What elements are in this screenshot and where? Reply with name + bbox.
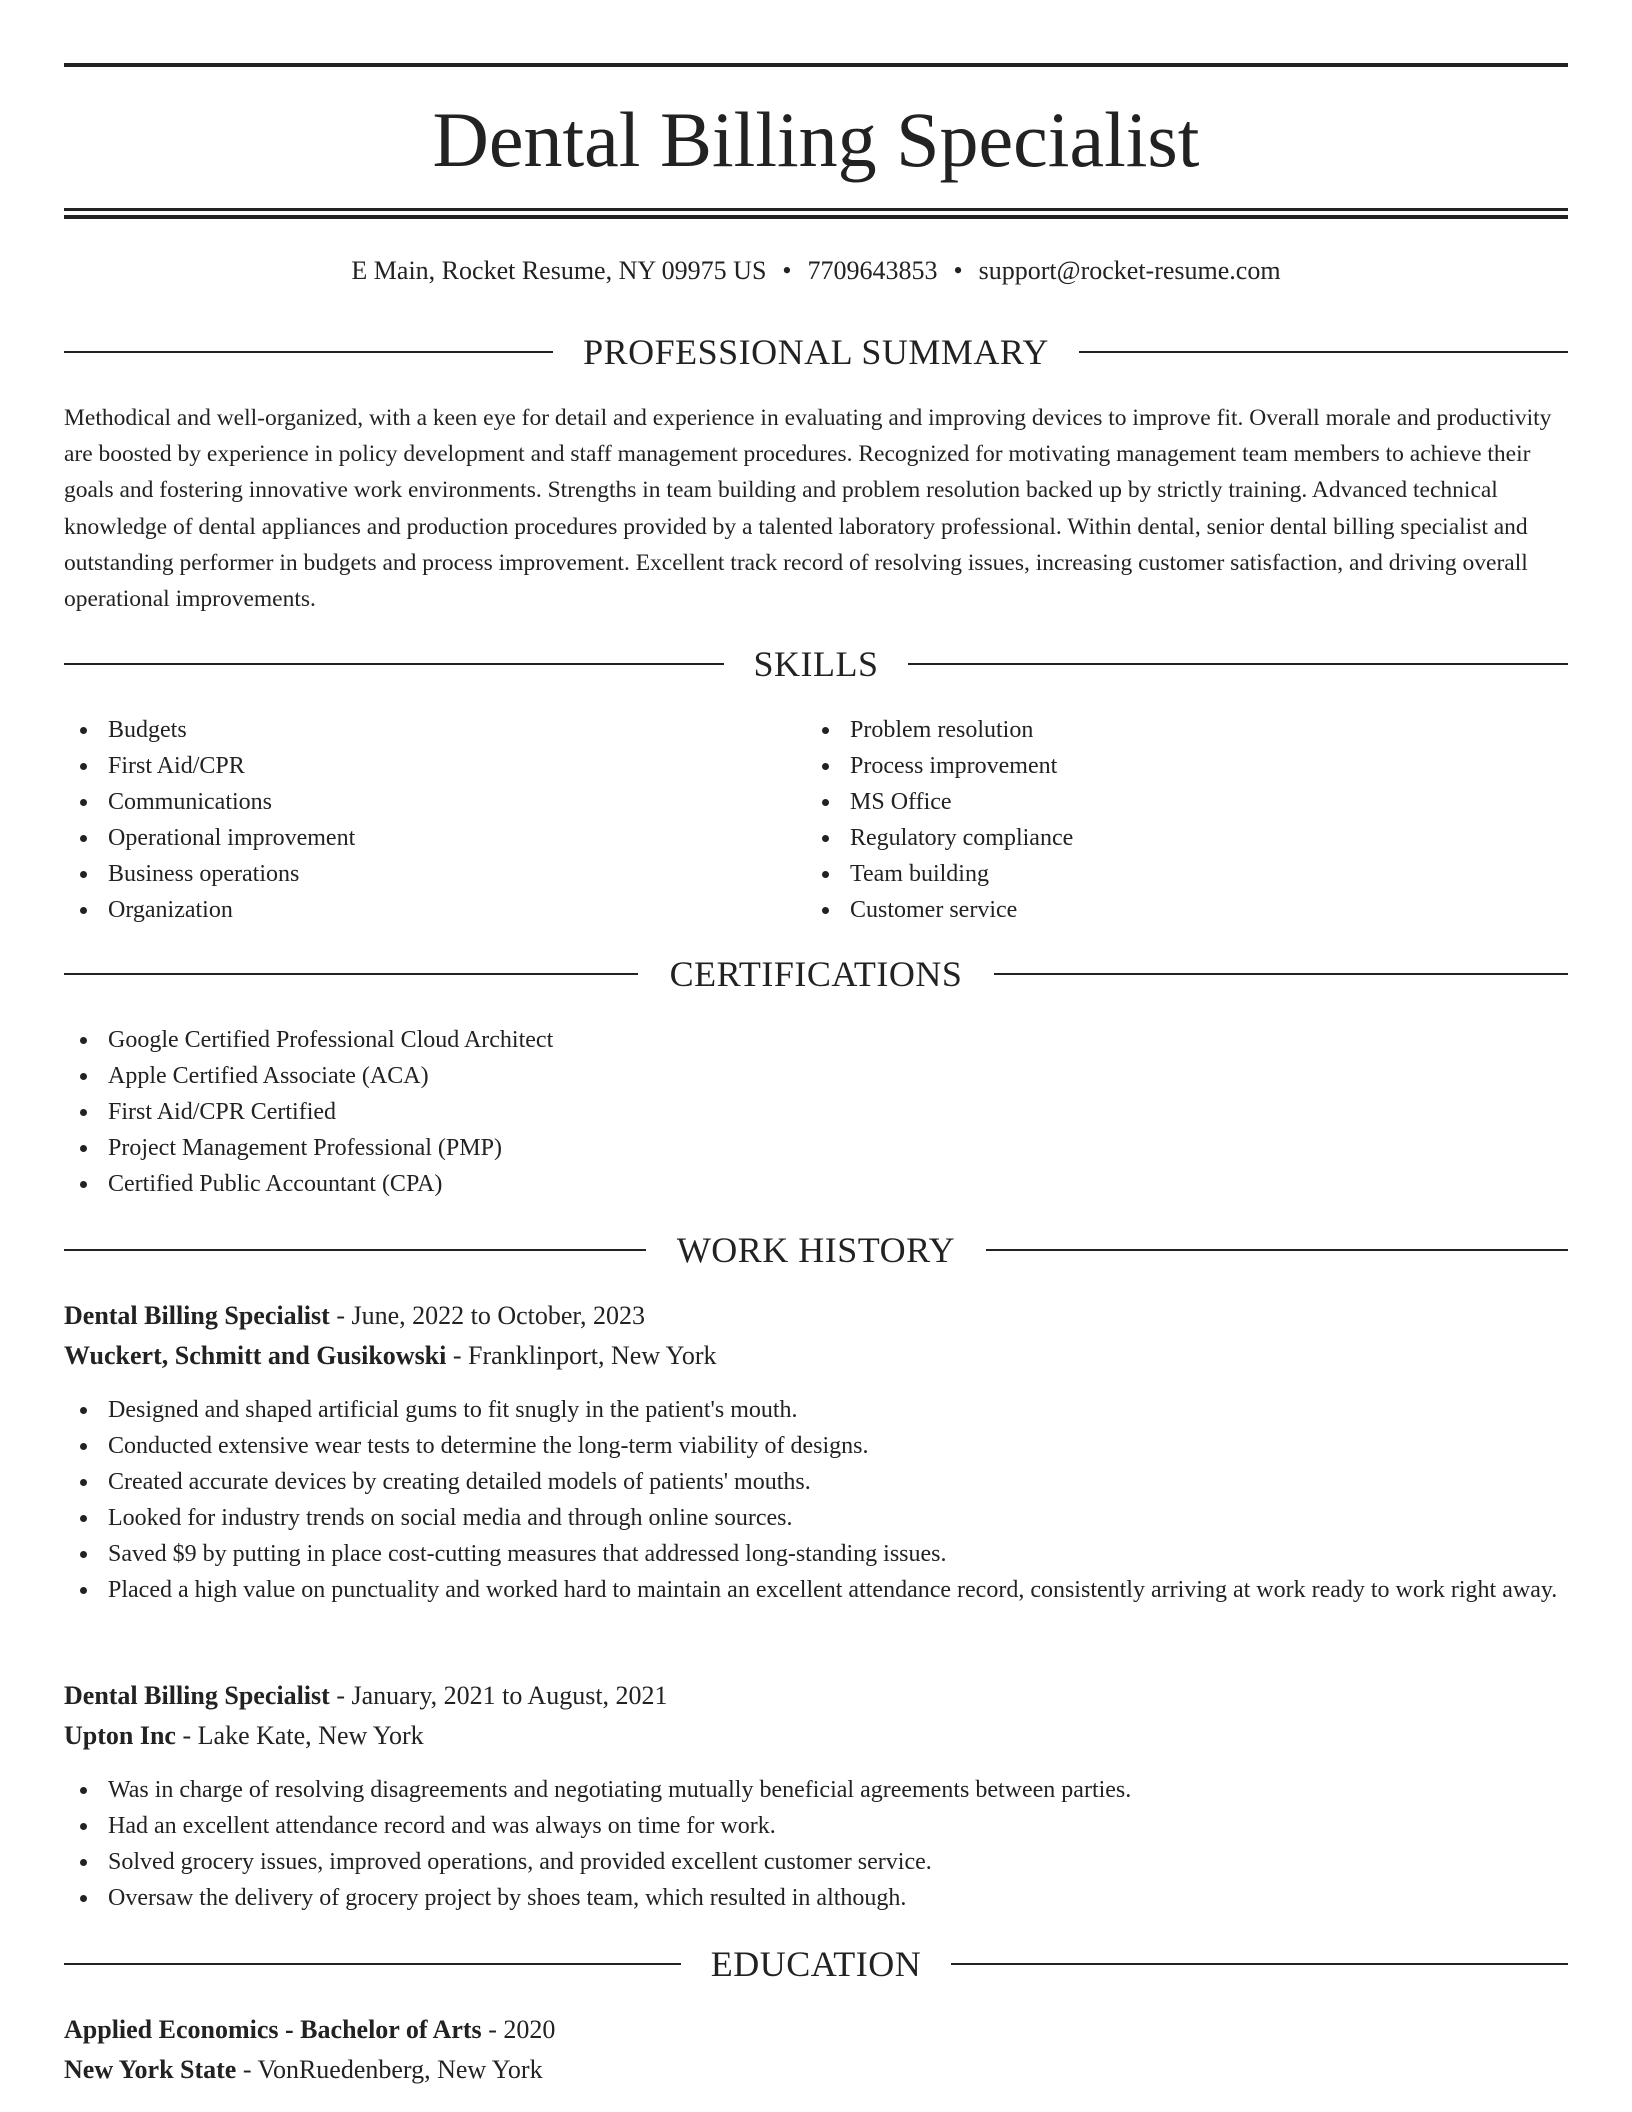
job-title: Dental Billing Specialist [64, 1681, 330, 1710]
certification-item: Certified Public Accountant (CPA) [64, 1166, 1464, 1202]
job-bullet: Created accurate devices by creating detailed models of patients' mouths. [64, 1464, 1568, 1500]
skill-item: Process improvement [806, 748, 1506, 784]
section-summary-heading [64, 330, 1568, 374]
skills-list-right [806, 712, 1506, 928]
section-certifications-heading [64, 952, 1568, 996]
contact-phone: 7709643853 [807, 256, 938, 285]
job-bullet: Oversaw the delivery of grocery project by shoes team, which resulted in although. [64, 1880, 1568, 1916]
job-company: Upton Inc [64, 1721, 176, 1750]
resume-name: Dental Billing Specialist [432, 96, 1200, 183]
job-company: Wuckert, Schmitt and Gusikowski [64, 1341, 447, 1370]
section-skills-heading [64, 642, 1568, 686]
skill-item: Communications [64, 784, 764, 820]
education-location: - VonRuedenberg, New York [236, 2055, 543, 2084]
skill-item: Customer service [806, 892, 1506, 928]
heading-rule [986, 1249, 1568, 1251]
job-location: - Franklinport, New York [446, 1341, 717, 1370]
section-title: SKILLS [753, 644, 879, 684]
job-bullet: Solved grocery issues, improved operations, and provided excellent customer service. [64, 1844, 1568, 1880]
separator-dot: • [953, 256, 963, 285]
double-rule [64, 208, 1568, 219]
job-bullet: Had an excellent attendance record and was always on time for work. [64, 1808, 1568, 1844]
education-degree: Applied Economics - Bachelor of Arts [64, 2015, 482, 2044]
job-bullet: Saved $9 by putting in place cost-cutting measures that addressed long-standing issues. [64, 1536, 1568, 1572]
skill-item: Budgets [64, 712, 764, 748]
job-dates: - June, 2022 to October, 2023 [329, 1301, 646, 1330]
skill-item: Business operations [64, 856, 764, 892]
job-bullets [64, 1772, 1568, 1916]
education-year: - 2020 [481, 2015, 556, 2044]
skill-item: Regulatory compliance [806, 820, 1506, 856]
job-bullet: Conducted extensive wear tests to determine the long-term viability of designs. [64, 1428, 1568, 1464]
certification-item: First Aid/CPR Certified [64, 1094, 1464, 1130]
skill-item: First Aid/CPR [64, 748, 764, 784]
job-dates: - January, 2021 to August, 2021 [329, 1681, 668, 1710]
skill-item: MS Office [806, 784, 1506, 820]
heading-rule [908, 663, 1568, 665]
job-bullet: Placed a high value on punctuality and worked hard to maintain an excellent attendance record, consistently arriving at work ready to work right away. [64, 1572, 1568, 1608]
job-title-line [64, 1298, 1568, 1334]
summary-text: Methodical and well-organized, with a keen eye for detail and experience in evaluating and improving devices to improve fit. Overall morale and productivity are boosted by experience in policy development and staff management procedures. Recognized for motivating management team members to achieve their goals and fostering innovative work environments. Strengths in team building and problem resolution backed up by strictly training. Advanced technical knowledge of dental appliances and production procedures provided by a talented laboratory professional. Within dental, senior dental billing specialist and outstanding performer in budgets and process improvement. Excellent track record of resolving issues, increasing customer satisfaction, and driving overall operational improvements. [64, 405, 1552, 613]
heading-rule [994, 973, 1568, 975]
job-bullet: Designed and shaped artificial gums to fit snugly in the patient's mouth. [64, 1392, 1568, 1428]
skill-item: Operational improvement [64, 820, 764, 856]
section-education-heading [64, 1942, 1568, 1986]
job-title-line [64, 1678, 1568, 1714]
section-title: PROFESSIONAL SUMMARY [583, 332, 1049, 372]
contact-address: E Main, Rocket Resume, NY 09975 US [351, 256, 767, 285]
contact-line [64, 256, 1568, 286]
certification-item: Project Management Professional (PMP) [64, 1130, 1464, 1166]
education-school: New York State [64, 2055, 237, 2084]
separator-dot: • [782, 256, 792, 285]
section-title: WORK HISTORY [676, 1230, 956, 1270]
certification-item: Apple Certified Associate (ACA) [64, 1058, 1464, 1094]
job-bullets [64, 1392, 1568, 1608]
contact-email: support@rocket-resume.com [978, 256, 1281, 285]
job-company-line [64, 1718, 1568, 1754]
skills-list-left [64, 712, 764, 928]
top-rule [64, 63, 1568, 67]
section-work-heading [64, 1228, 1568, 1272]
heading-rule [1079, 351, 1568, 353]
section-title: EDUCATION [710, 1944, 922, 1984]
section-title: CERTIFICATIONS [669, 954, 963, 994]
job-company-line [64, 1338, 1568, 1374]
job-bullet: Was in charge of resolving disagreements and negotiating mutually beneficial agreements between parties. [64, 1772, 1568, 1808]
certifications-list [64, 1022, 1464, 1202]
job-bullet: Looked for industry trends on social media and through online sources. [64, 1500, 1568, 1536]
skill-item: Problem resolution [806, 712, 1506, 748]
education-school-line [64, 2052, 1568, 2088]
education-degree-line [64, 2012, 1568, 2048]
heading-rule [951, 1963, 1568, 1965]
skill-item: Team building [806, 856, 1506, 892]
job-title: Dental Billing Specialist [64, 1301, 330, 1330]
certification-item: Google Certified Professional Cloud Architect [64, 1022, 1464, 1058]
job-location: - Lake Kate, New York [175, 1721, 424, 1750]
skill-item: Organization [64, 892, 764, 928]
